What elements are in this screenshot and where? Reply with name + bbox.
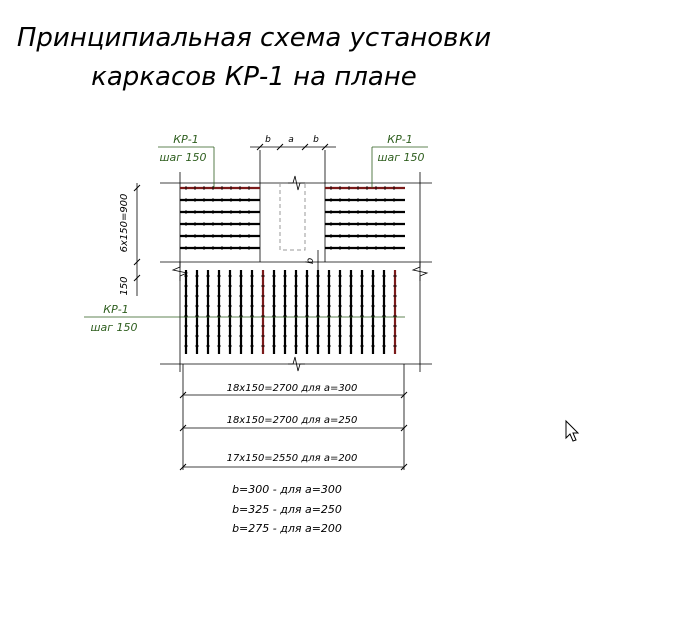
dim-row-2: 18х150=2700 для a=250: [226, 415, 358, 426]
dim-b-left: b: [265, 135, 271, 145]
dim-b-right: b: [313, 135, 319, 145]
callout-left: [84, 303, 405, 334]
dim-row-1: 18х150=2700 для a=300: [226, 383, 358, 394]
callout-step: шаг 150: [90, 321, 138, 334]
title-line-1: Принципиальная схема установки: [16, 23, 492, 53]
mouse-cursor-icon: [566, 421, 578, 441]
callout-mark: КР-1: [103, 303, 129, 316]
callout-step: шаг 150: [377, 151, 425, 164]
break-mark-top: [288, 176, 305, 190]
dim-left-vertical: 6х150=900: [119, 193, 130, 253]
dim-left-small: 150: [119, 276, 130, 296]
break-mark-right: [413, 262, 427, 281]
break-mark-bottom: [288, 357, 305, 371]
dim-row-3: 17х150=2550 для a=200: [226, 453, 358, 464]
callout-mark: КР-1: [387, 133, 413, 146]
callout-top-left: [158, 133, 214, 188]
rebar-group: [180, 186, 405, 354]
dim-b-vertical: b: [305, 257, 316, 265]
dim-a: a: [288, 135, 294, 145]
note-3: b=275 - для a=200: [232, 522, 342, 535]
title-line-2: каркасов КР-1 на плане: [91, 62, 417, 92]
note-2: b=325 - для a=250: [232, 503, 342, 516]
note-1: b=300 - для a=300: [232, 483, 342, 496]
callout-step: шаг 150: [159, 151, 207, 164]
callout-mark: КР-1: [173, 133, 199, 146]
opening-dashed-outline: [280, 183, 305, 250]
